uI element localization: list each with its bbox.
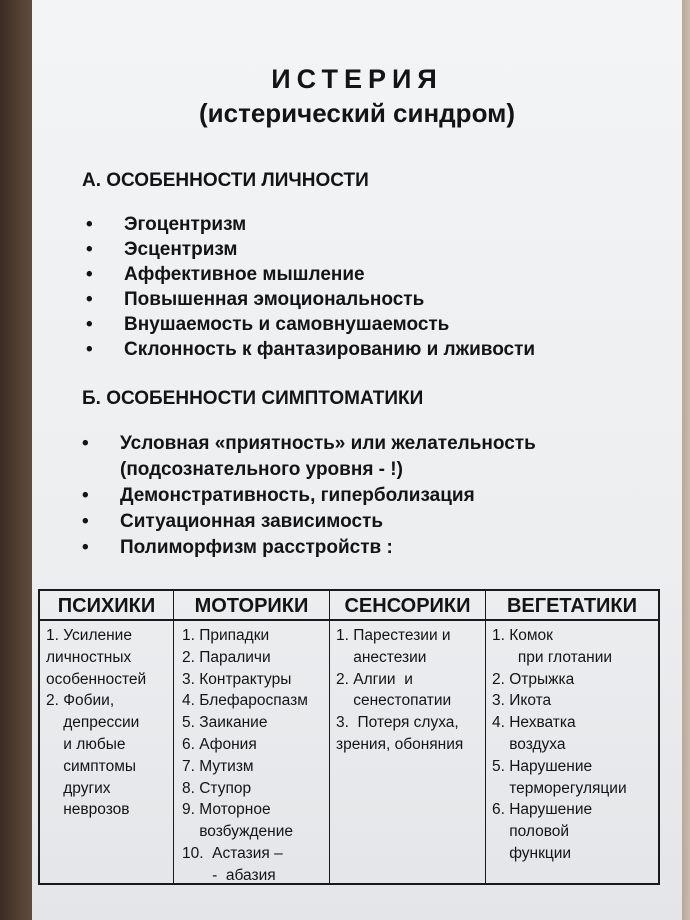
table-cell-line: депрессии bbox=[46, 714, 140, 732]
table-cell-line: особенностей bbox=[46, 670, 147, 688]
table-cell-line: 6. Афония bbox=[182, 735, 257, 753]
table-cell-line: 3. Контрактуры bbox=[182, 670, 292, 688]
table-cell-line: 4. Нехватка bbox=[492, 714, 576, 732]
section-b-heading: Б. ОСОБЕННОСТИ СИМПТОМАТИКИ bbox=[82, 388, 424, 409]
list-item: • Эсцентризм bbox=[86, 237, 535, 262]
table-cell-line: 5. Заикание bbox=[182, 714, 268, 732]
list-item: • Демонстративность, гиперболизация bbox=[82, 483, 536, 509]
table-cell-line: личностных bbox=[46, 648, 132, 666]
list-item bbox=[82, 431, 536, 483]
section-a-list bbox=[86, 212, 535, 362]
section-a-heading: А. ОСОБЕННОСТИ ЛИЧНОСТИ bbox=[82, 170, 369, 191]
table-cell-line: функции bbox=[492, 844, 572, 862]
table-cell-line: зрения, обоняния bbox=[336, 735, 464, 753]
list-item-line: (подсознательного уровня - !) bbox=[120, 459, 403, 480]
page-title: ИСТЕРИЯ bbox=[271, 64, 443, 94]
table-column-motor bbox=[174, 591, 330, 883]
table-cell-line: воздуха bbox=[492, 735, 566, 753]
table-cell-line: анестезии bbox=[336, 648, 427, 666]
table-header: СЕНСОРИКИ bbox=[330, 591, 485, 621]
table-cell-line: 2. Фобии, bbox=[46, 692, 115, 710]
list-item: • Эгоцентризм bbox=[86, 212, 535, 237]
list-item: • Полиморфизм расстройств : bbox=[82, 535, 536, 561]
list-item: • Склонность к фантазированию и лживости bbox=[86, 337, 535, 362]
table-cell-line: 2. Параличи bbox=[182, 648, 271, 666]
table-column-items bbox=[40, 621, 173, 821]
table-cell-line: 1. Комок bbox=[492, 627, 553, 644]
table-cell-line: 3. Потеря слуха, bbox=[336, 714, 459, 732]
table-cell-line: 5. Нарушение bbox=[492, 757, 593, 775]
table-cell-line: при глотании bbox=[492, 648, 613, 666]
list-item: • Ситуационная зависимость bbox=[82, 509, 536, 535]
table-cell-line: 1. Парестезии и bbox=[336, 627, 451, 644]
table-cell-line: половой bbox=[492, 823, 570, 841]
table-column-items bbox=[486, 621, 658, 865]
table-column-items bbox=[174, 621, 329, 887]
table-cell-line: симптомы bbox=[46, 757, 137, 775]
table-header: МОТОРИКИ bbox=[174, 591, 329, 621]
table-column-psychic bbox=[40, 591, 174, 883]
table-cell-line: 10. Астазия – bbox=[182, 844, 283, 862]
list-item: • Аффективное мышление bbox=[86, 262, 535, 287]
table-cell-line: 2. Отрыжка bbox=[492, 670, 575, 688]
table-cell-line: терморегуляции bbox=[492, 779, 627, 797]
table-column-vegetative bbox=[486, 591, 658, 883]
list-item: • Внушаемость и самовнушаемость bbox=[86, 312, 535, 337]
table-cell-line: 8. Ступор bbox=[182, 779, 252, 797]
section-b-list bbox=[82, 431, 536, 561]
table-cell-line: 4. Блефароспазм bbox=[182, 692, 308, 710]
list-item-line: • Условная «приятность» или желательность bbox=[120, 433, 536, 454]
table-cell-line: 6. Нарушение bbox=[492, 801, 593, 819]
table-cell-line: других bbox=[46, 779, 111, 797]
table-cell-line: и любые bbox=[46, 735, 126, 753]
page-subtitle: (истерический синдром) bbox=[199, 98, 515, 128]
table-cell-line: сенестопатии bbox=[336, 692, 452, 710]
symptoms-table bbox=[38, 589, 660, 885]
table-cell-line: 3. Икота bbox=[492, 692, 552, 710]
table-column-sensory bbox=[330, 591, 486, 883]
table-cell-line: 1. Припадки bbox=[182, 627, 270, 644]
paper-sheet bbox=[32, 0, 682, 920]
table-cell-line: 2. Алгии и bbox=[336, 670, 413, 688]
table-column-items bbox=[330, 621, 485, 756]
table-header: ВЕГЕТАТИКИ bbox=[486, 591, 658, 621]
table-cell-line: - абазия bbox=[182, 866, 276, 884]
table-cell-line: неврозов bbox=[46, 801, 130, 819]
table-cell-line: 7. Мутизм bbox=[182, 757, 254, 775]
table-cell-line: 9. Моторное bbox=[182, 801, 271, 819]
table-cell-line: 1. Усиление bbox=[46, 627, 132, 644]
list-item: • Повышенная эмоциональность bbox=[86, 287, 535, 312]
table-cell-line: возбуждение bbox=[182, 823, 293, 841]
table-header: ПСИХИКИ bbox=[40, 591, 173, 621]
